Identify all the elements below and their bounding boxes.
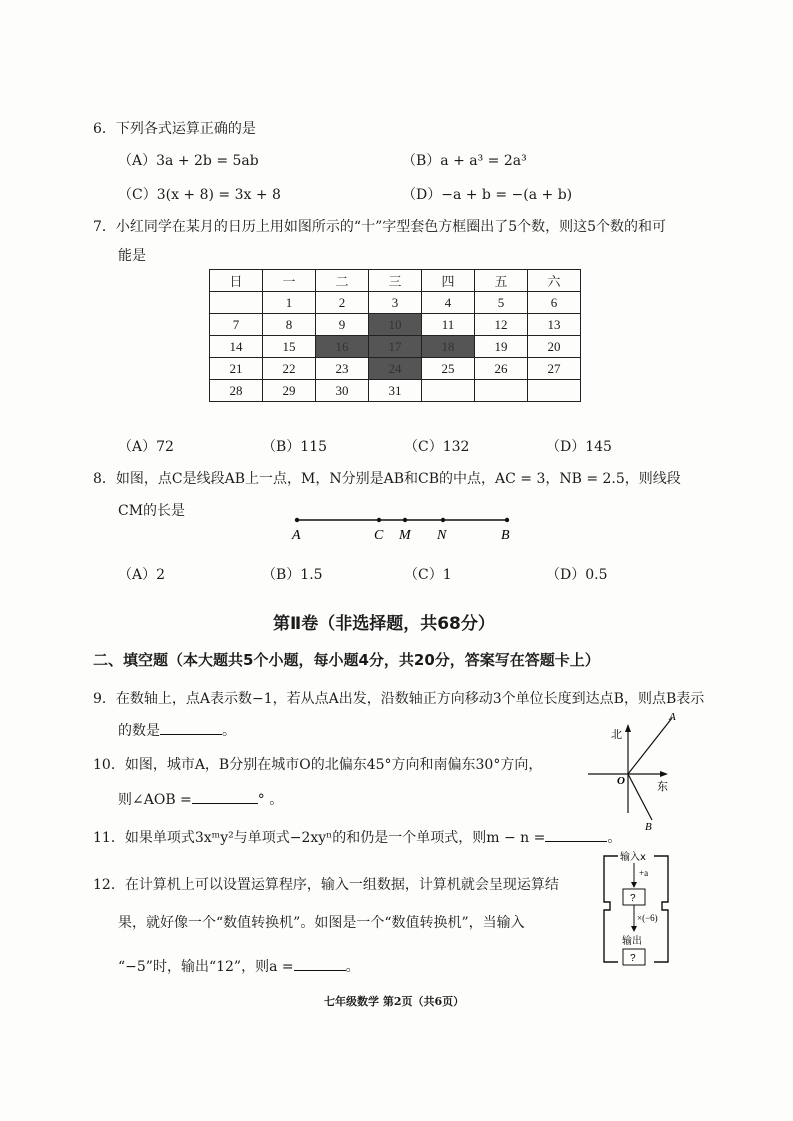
converter-box-1-label: ? bbox=[630, 893, 636, 904]
calendar-cell bbox=[475, 380, 528, 402]
calendar-header-cell: 三 bbox=[369, 270, 422, 292]
q11-line bbox=[93, 827, 621, 847]
q10-line2 bbox=[118, 789, 283, 809]
calendar-row bbox=[210, 358, 581, 380]
point-b-label: B bbox=[645, 821, 652, 833]
point-m-dot bbox=[403, 518, 407, 522]
section2-title: 二、填空题（本大题共5个小题，每小题4分，共20分，答案写在答题卡上） bbox=[93, 651, 600, 669]
point-n-label: N bbox=[437, 528, 447, 543]
calendar-cell: 15 bbox=[263, 336, 316, 358]
calendar-header-cell: 二 bbox=[316, 270, 369, 292]
q6-option-a: （A）3a + 2b = 5ab bbox=[118, 153, 259, 169]
q10-line1: 10．如图，城市A，B分别在城市O的北偏东45°方向和南偏东30°方向， bbox=[93, 757, 543, 773]
calendar-cell: 28 bbox=[210, 380, 263, 402]
point-a-dot bbox=[295, 518, 299, 522]
calendar-header-cell: 四 bbox=[422, 270, 475, 292]
east-arrowhead bbox=[660, 771, 668, 777]
q12-line3-text: “−5”时，输出“12”，则a = bbox=[118, 959, 294, 975]
calendar-cell: 8 bbox=[263, 314, 316, 336]
calendar-cell: 3 bbox=[369, 292, 422, 314]
q7-option-a: （A）72 bbox=[118, 439, 174, 455]
converter-plus-a-label: +a bbox=[639, 868, 649, 878]
calendar-table bbox=[209, 269, 581, 402]
converter-arrowhead-2 bbox=[631, 926, 637, 932]
q8-stem-line2: CM的长是 bbox=[118, 503, 186, 519]
q6-option-b: （B）a + a³ = 2a³ bbox=[402, 153, 527, 169]
calendar-cell bbox=[422, 380, 475, 402]
calendar-cell: 22 bbox=[263, 358, 316, 380]
converter-output-label: 输出 bbox=[622, 936, 642, 947]
q12-line1: 12．在计算机上可以设置运算程序，输入一组数据，计算机就会呈现运算结 bbox=[93, 877, 559, 893]
q12-line2: 果，就好像一个“数值转换机”。如图是一个“数值转换机”，当输入 bbox=[118, 915, 525, 931]
converter-arrowhead-1 bbox=[631, 882, 637, 888]
q12-answer-blank bbox=[294, 956, 346, 971]
calendar-cell: 9 bbox=[316, 314, 369, 336]
calendar-cell: 23 bbox=[316, 358, 369, 380]
calendar-cell: 19 bbox=[475, 336, 528, 358]
calendar-cell: 31 bbox=[369, 380, 422, 402]
calendar-cell: 5 bbox=[475, 292, 528, 314]
calendar-cell: 1 bbox=[263, 292, 316, 314]
ray-oa bbox=[628, 718, 672, 774]
converter-box-2-label: ? bbox=[630, 953, 636, 964]
calendar-cell: 29 bbox=[263, 380, 316, 402]
q7-option-d: （D）145 bbox=[546, 439, 612, 455]
point-b-dot bbox=[505, 518, 509, 522]
q9-line2 bbox=[118, 720, 236, 740]
q11-line-end: 。 bbox=[607, 830, 622, 846]
converter-input-label: 输入x bbox=[620, 852, 646, 863]
number-converter-diagram bbox=[598, 844, 676, 974]
calendar-header-row bbox=[210, 270, 581, 292]
page-footer: 七年级数学 第2页（共6页） bbox=[324, 995, 465, 1008]
q10-answer-blank bbox=[192, 789, 258, 804]
calendar-cell: 12 bbox=[475, 314, 528, 336]
calendar-cell: 11 bbox=[422, 314, 475, 336]
q10-line2-end: ° 。 bbox=[257, 792, 284, 808]
calendar-cell: 13 bbox=[528, 314, 581, 336]
calendar-cell: 21 bbox=[210, 358, 263, 380]
converter-left-bracket bbox=[604, 856, 618, 962]
q6-option-c: （C）3(x + 8) = 3x + 8 bbox=[118, 187, 281, 203]
q12-line3-end: 。 bbox=[345, 959, 360, 975]
point-m-label: M bbox=[399, 528, 411, 543]
q8-stem-line1: 8．如图，点C是线段AB上一点，M，N分别是AB和CB的中点，AC = 3，NB = 2.5，则线段 bbox=[93, 471, 681, 487]
q7-stem-line1: 7．小红同学在某月的日历上用如图所示的“十”字型套色方框圈出了5个数，则这5个数的和可 bbox=[93, 219, 667, 235]
point-a-label: A bbox=[292, 528, 301, 543]
q6-option-d: （D）−a + b = −(a + b) bbox=[402, 187, 573, 203]
calendar-row bbox=[210, 314, 581, 336]
q7-option-b: （B）115 bbox=[262, 439, 328, 455]
q11-answer-blank bbox=[545, 827, 607, 842]
calendar-cell: 2 bbox=[316, 292, 369, 314]
q8-option-d: （D）0.5 bbox=[546, 567, 608, 583]
calendar-cell bbox=[528, 380, 581, 402]
calendar-header-cell: 日 bbox=[210, 270, 263, 292]
calendar-cell: 26 bbox=[475, 358, 528, 380]
calendar-cell-highlighted: 18 bbox=[422, 336, 475, 358]
calendar-cell: 27 bbox=[528, 358, 581, 380]
calendar-cell: 4 bbox=[422, 292, 475, 314]
converter-times-label: ×(−6) bbox=[637, 913, 658, 923]
q8-option-b: （B）1.5 bbox=[262, 567, 323, 583]
calendar-header-cell: 一 bbox=[263, 270, 316, 292]
q7-option-c: （C）132 bbox=[404, 439, 470, 455]
calendar-cell: 25 bbox=[422, 358, 475, 380]
north-label: 北 bbox=[611, 728, 622, 741]
calendar-cell-highlighted: 17 bbox=[369, 336, 422, 358]
ray-ob bbox=[628, 774, 652, 820]
east-label: 东 bbox=[657, 780, 668, 793]
q9-line2-end: 。 bbox=[222, 723, 236, 739]
q9-answer-blank bbox=[160, 720, 222, 735]
q9-line2-text: 的数是 bbox=[118, 723, 160, 739]
calendar-header-cell: 六 bbox=[528, 270, 581, 292]
converter-right-bracket bbox=[654, 856, 668, 962]
calendar-cell-highlighted: 16 bbox=[316, 336, 369, 358]
q9-line1: 9．在数轴上，点A表示数−1，若从点A出发，沿数轴正方向移动3个单位长度到达点B，则点B表示 bbox=[93, 691, 705, 707]
calendar-row bbox=[210, 380, 581, 402]
point-o-label: O bbox=[617, 775, 625, 787]
calendar-cell-highlighted: 24 bbox=[369, 358, 422, 380]
calendar-cell: 7 bbox=[210, 314, 263, 336]
q8-option-c: （C）1 bbox=[404, 567, 452, 583]
part2-title: 第Ⅱ卷（非选择题，共68分） bbox=[273, 614, 495, 634]
calendar-cell-highlighted: 10 bbox=[369, 314, 422, 336]
q11-line-text: 11．如果单项式3xᵐy²与单项式−2xyⁿ的和仍是一个单项式，则m − n = bbox=[93, 830, 546, 846]
segment-diagram bbox=[285, 512, 520, 548]
point-b-label: B bbox=[501, 528, 510, 543]
north-arrowhead bbox=[625, 724, 631, 732]
calendar-cell: 30 bbox=[316, 380, 369, 402]
point-c-dot bbox=[377, 518, 381, 522]
point-c-label: C bbox=[374, 528, 384, 543]
calendar-row bbox=[210, 336, 581, 358]
direction-diagram bbox=[584, 708, 694, 838]
calendar-header-cell: 五 bbox=[475, 270, 528, 292]
q12-line3 bbox=[118, 956, 360, 976]
calendar-cell: 6 bbox=[528, 292, 581, 314]
calendar-cell bbox=[210, 292, 263, 314]
q6-stem: 6．下列各式运算正确的是 bbox=[93, 121, 256, 137]
q7-stem-line2: 能是 bbox=[118, 248, 146, 264]
q8-option-a: （A）2 bbox=[118, 567, 166, 583]
q10-line2-text: 则∠AOB = bbox=[118, 792, 192, 808]
point-n-dot bbox=[441, 518, 445, 522]
calendar-cell: 20 bbox=[528, 336, 581, 358]
calendar-row bbox=[210, 292, 581, 314]
calendar-cell: 14 bbox=[210, 336, 263, 358]
point-a-label: A bbox=[669, 711, 676, 723]
